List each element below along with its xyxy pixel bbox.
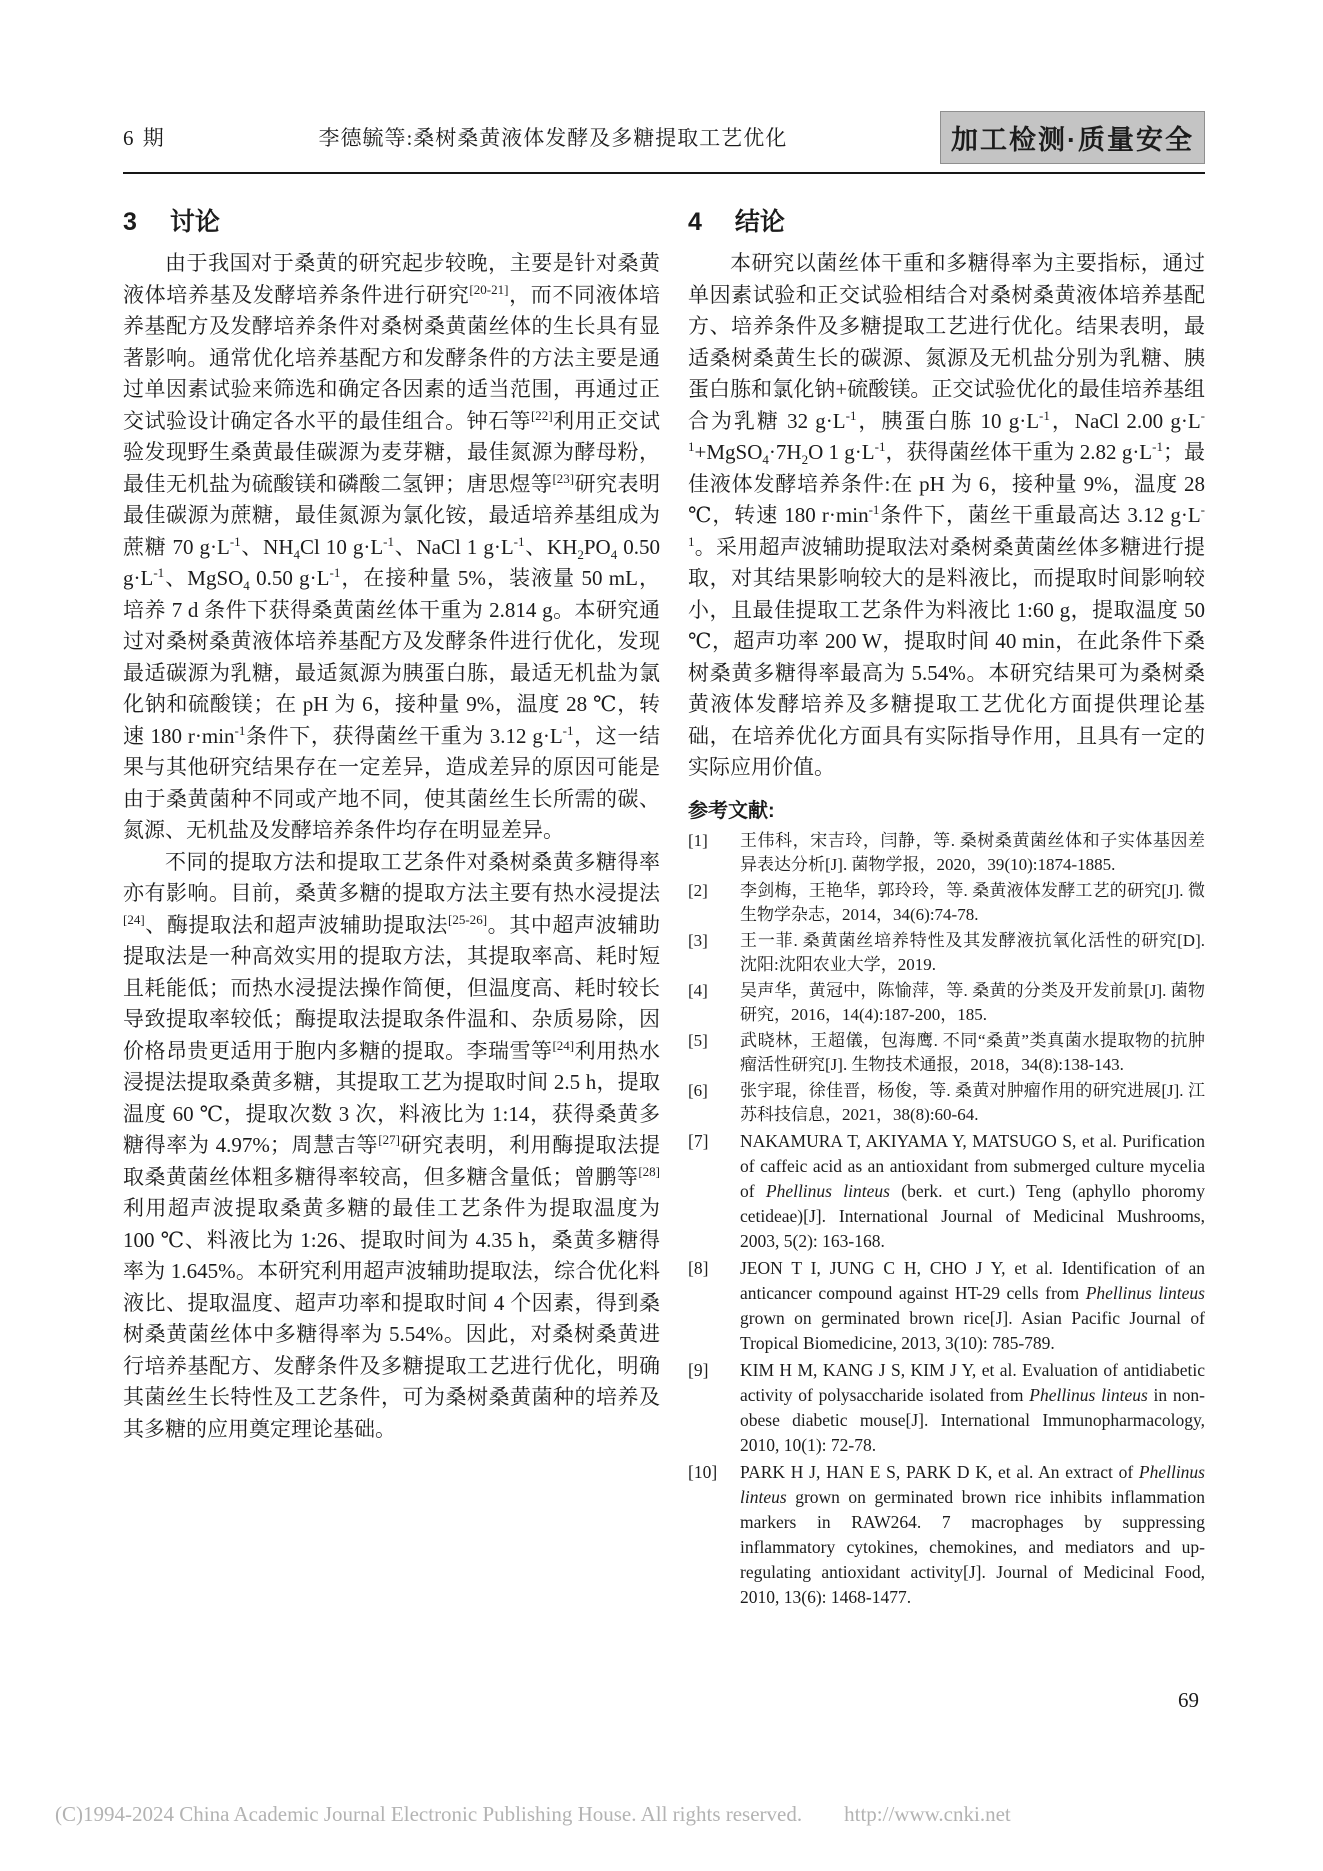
conclusion-paragraph-1: 本研究以菌丝体干重和多糖得率为主要指标，通过单因素试验和正交试验相结合对桑树桑黄液体培养基配方、培养条件及多糖提取工艺进行优化。结果表明，最适桑树桑黄生长的碳源、氮源及无机盐分别为乳糖、胰蛋白胨和氯化钠+硫酸镁。正交试验优化的最佳培养基组合为乳糖 32 $g\cdot L^{-1}$，胰蛋白胨 10 $g\cdot L^{-1}$，NaCl 2.00 $g\cdot L^{-1}+MgSO_4\cdot 7H_2O$ 1 $g\cdot L^{-1}$，获得菌丝体干重为 2.82 $g\cdot L^{-1}$；最佳液体发酵培养条件:在 pH 为 6，接种量 9%，温度 28 ℃，转速 180 $r\cdot\min^{-1}$条件下，菌丝干重最高达 3.12 $g\cdot L^{-1}$。采用超声波辅助提取法对桑树桑黄菌丝体多糖进行提取，对其结果影响较大的是料液比，而提取时间影响较小，且最佳提取工艺条件为料液比 1:60 g，提取温度 50 ℃，超声功率 200 W，提取时间 40 min，在此条件下桑树桑黄多糖得率最高为 5.54%。本研究结果可为桑树桑黄液体发酵培养及多糖提取工艺优化方面提供理论基础，在培养优化方面具有实际指导作用，且具有一定的实际应用价值。 xyxy=(688,251,1205,779)
reference-label: [9] xyxy=(688,1359,709,1380)
reference-item-3 xyxy=(688,929,1205,977)
discussion-paragraph-2: 不同的提取方法和提取工艺条件对桑树桑黄多糖得率亦有影响。目前，桑黄多糖的提取方法主要有热水浸提法[24]、酶提取法和超声波辅助提取法[25-26]。其中超声波辅助提取法是一种高效实用的提取方法，其提取率高、耗时短且耗能低；而热水浸提法操作简便，但温度高、耗时较长导致提取率较低；酶提取法提取条件温和、杂质易除，因价格昂贵更适用于胞内多糖的提取。李瑞雪等[24]利用热水浸提法提取桑黄多糖，其提取工艺为提取时间 2.5 h，提取温度 60 ℃，提取次数 3 次，料液比为 1:14，获得桑黄多糖得率为 4.97%；周慧吉等[27]研究表明，利用酶提取法提取桑黄菌丝体粗多糖得率较高，但多糖含量低；曾鹏等[28]利用超声波提取桑黄多糖的最佳工艺条件为提取温度为 100 ℃、料液比为 1:26、提取时间为 4.35 h，桑黄多糖得率为 1.645%。本研究利用超声波辅助提取法，综合优化料液比、提取温度、超声功率和提取时间 4 个因素，得到桑树桑黄菌丝体中多糖得率为 5.54%。因此，对桑树桑黄进行培养基配方、发酵条件及多糖提取工艺进行优化，明确其菌丝生长特性及工艺条件，可为桑树桑黄菌种的培养及其多糖的应用奠定理论基础。 xyxy=(123,849,661,1441)
reference-label: [1] xyxy=(688,830,708,850)
reference-item-2 xyxy=(688,879,1205,927)
reference-text: KIM H M, KANG J S, KIM J Y, et al. Evaluation of antidiabetic activity of polysaccharide isolated from Phellinus linteus in non-obese diabetic mouse[J]. International Immunopharmacology, 2010, 10(1): 72-78. xyxy=(740,1359,1205,1455)
conclusion-heading xyxy=(688,202,1205,238)
page-number: 69 xyxy=(1178,1688,1199,1712)
footer-url: http://www.cnki.net xyxy=(844,1802,1011,1826)
left-column xyxy=(123,188,660,1612)
reference-text: 王一菲. 桑黄菌丝培养特性及其发酵液抗氧化活性的研究[D]. 沈阳:沈阳农业大学，2019. xyxy=(740,930,1205,974)
reference-label: [3] xyxy=(688,930,708,950)
reference-text: 吴声华，黄冠中，陈愉萍，等. 桑黄的分类及开发前景[J]. 菌物研究，2016，14(4):187-200，185. xyxy=(740,980,1205,1024)
reference-label: [8] xyxy=(688,1257,709,1278)
reference-label: [2] xyxy=(688,880,708,900)
reference-text: 武晓林，王超儀，包海鹰. 不同“桑黄”类真菌水提取物的抗肿瘤活性研究[J]. 生物技术通报，2018，34(8):138-143. xyxy=(740,1030,1205,1074)
reference-item-6 xyxy=(688,1079,1205,1127)
reference-text: NAKAMURA T, AKIYAMA Y, MATSUGO S, et al. Purification of caffeic acid as an antioxidant from submerged culture mycelia of Phellinus linteus (berk. et curt.) Teng (aphyllo phoromy cetideae)[J]. International Journal of Medicinal Mushrooms, 2003, 5(2): 163-168. xyxy=(740,1130,1205,1251)
reference-item-4 xyxy=(688,979,1205,1027)
reference-label: [6] xyxy=(688,1080,708,1100)
conclusion-section-title: 结论 xyxy=(734,208,785,236)
content-columns xyxy=(123,188,1205,1612)
reference-text: JEON T I, JUNG C H, CHO J Y, et al. Identification of an anticancer compound against HT-29 cells from Phellinus linteus grown on germinated brown rice[J]. Asian Pacific Journal of Tropical Biomedicine, 2013, 3(10): 785-789. xyxy=(740,1257,1205,1353)
reference-text: PARK H J, HAN E S, PARK D K, et al. An extract of Phellinus linteus grown on germinated brown rice inhibits inflammation markers in RAW264. 7 macrophages by suppressing inflammatory cytokines, chemokines, and mediators and up-regulating antioxidant activity[J]. Journal of Medicinal Food, 2010, 13(6): 1468-1477. xyxy=(740,1461,1205,1607)
reference-item-5 xyxy=(688,1029,1205,1077)
reference-text: 张宇琨，徐佳晋，杨俊，等. 桑黄对肿瘤作用的研究进展[J]. 江苏科技信息，2021，38(8):60-64. xyxy=(740,1080,1205,1124)
discussion-paragraph-1: 由于我国对于桑黄的研究起步较晚，主要是针对桑黄液体培养基及发酵培养条件进行研究[20-21]，而不同液体培养基配方及发酵培养条件对桑树桑黄菌丝体的生长具有显著影响。通常优化培养基配方和发酵条件的方法主要是通过单因素试验来筛选和确定各因素的适当范围，再通过正交试验设计确定各水平的最佳组合。钟石等[22]利用正交试验发现野生桑黄最佳碳源为麦芽糖，最佳氮源为酵母粉，最佳无机盐为硫酸镁和磷酸二氢钾；唐思煜等[23]研究表明最佳碳源为蔗糖，最佳氮源为氯化铵，最适培养基组成为蔗糖 70 $g\cdot L^{-1}$、$NH_4Cl$ 10 $g\cdot L^{-1}$、NaCl 1 $g\cdot L^{-1}$、$KH_2PO_4$ 0.50 $g\cdot L^{-1}$、MgSO$_4$ 0.50 $g\cdot L^{-1}$，在接种量 5%，装液量 50 mL，培养 7 d 条件下获得桑黄菌丝体干重为 2.814 g。本研究通过对桑树桑黄液体培养基配方及发酵条件进行优化，发现最适碳源为乳糖，最适氮源为胰蛋白胨，最适无机盐为氯化钠和硫酸镁；在 pH 为 6，接种量 9%，温度 28 ℃，转速 180 $r\cdot\min^{-1}$条件下，获得菌丝干重为 3.12 $g\cdot L^{-1}$，这一结果与其他研究结果存在一定差异，造成差异的原因可能是由于桑黄菌种不同或产地不同，使其菌丝生长所需的碳、氮源、无机盐及发酵培养条件均存在明显差异。 xyxy=(123,251,661,842)
section-badge: 加工检测·质量安全 xyxy=(940,111,1205,164)
page-footer xyxy=(55,1802,1283,1827)
page-header xyxy=(123,110,1205,164)
reference-item-7 xyxy=(688,1129,1205,1254)
issue-label: 6 期 xyxy=(123,126,166,150)
reference-label: [10] xyxy=(688,1461,718,1482)
reference-item-10 xyxy=(688,1460,1205,1610)
reference-label: [5] xyxy=(688,1030,708,1050)
conclusion-section-number: 4 xyxy=(688,208,702,236)
header-rule xyxy=(123,172,1205,174)
references-heading: 参考文献: xyxy=(688,799,775,822)
discussion-heading xyxy=(123,202,660,238)
right-column xyxy=(688,188,1205,1612)
reference-text: 王伟科，宋吉玲，闫静，等. 桑树桑黄菌丝体和子实体基因差异表达分析[J]. 菌物学报，2020，39(10):1874-1885. xyxy=(740,830,1205,874)
reference-label: [4] xyxy=(688,980,708,1000)
references-list xyxy=(688,829,1205,1610)
discussion-section-number: 3 xyxy=(123,208,137,236)
reference-label: [7] xyxy=(688,1130,709,1151)
reference-item-9 xyxy=(688,1358,1205,1458)
reference-item-8 xyxy=(688,1256,1205,1356)
discussion-section-title: 讨论 xyxy=(169,208,220,236)
footer-copyright: (C)1994-2024 China Academic Journal Electronic Publishing House. All rights reserved. xyxy=(55,1802,803,1826)
running-title: 李德毓等:桑树桑黄液体发酵及多糖提取工艺优化 xyxy=(318,126,788,150)
reference-text: 李剑梅，王艳华，郭玲玲，等. 桑黄液体发酵工艺的研究[J]. 微生物学杂志，2014，34(6):74-78. xyxy=(740,880,1205,924)
reference-item-1 xyxy=(688,829,1205,877)
